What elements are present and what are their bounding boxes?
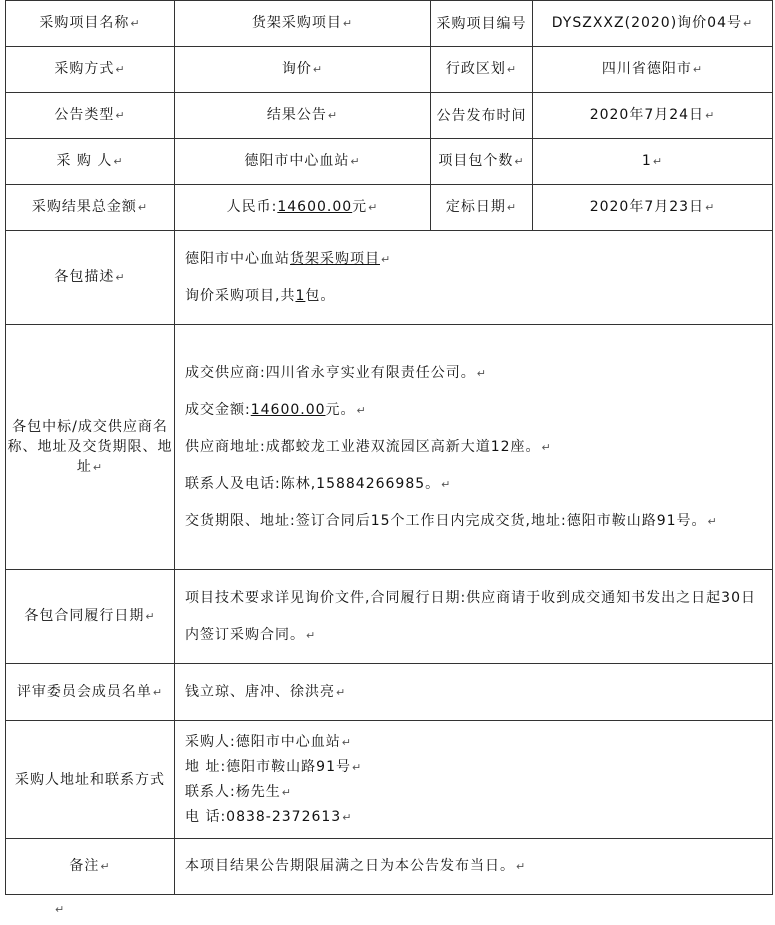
label-notice-type: 公告类型↵ bbox=[6, 93, 175, 139]
value-purchaser: 德阳市中心血站↵ bbox=[175, 139, 431, 185]
value-award-date: 2020年7月23日↵ bbox=[533, 185, 773, 231]
label-package-desc: 各包描述↵ bbox=[6, 231, 175, 325]
label-committee: 评审委员会成员名单↵ bbox=[6, 664, 175, 721]
row-remark bbox=[6, 839, 773, 895]
label-method: 采购方式↵ bbox=[6, 47, 175, 93]
value-publish-date: 2020年7月24日↵ bbox=[533, 93, 773, 139]
value-region: 四川省德阳市↵ bbox=[533, 47, 773, 93]
procurement-result-table bbox=[5, 0, 773, 895]
row-method bbox=[6, 47, 773, 93]
winner-supplier: 成交供应商:四川省永亨实业有限责任公司。↵ bbox=[185, 364, 487, 381]
label-winner: 各包中标/成交供应商名称、地址及交货期限、地址↵ bbox=[6, 325, 175, 570]
value-notice-type: 结果公告↵ bbox=[175, 93, 431, 139]
total-amount-number: 14600.00 bbox=[277, 199, 353, 215]
row-notice-type bbox=[6, 93, 773, 139]
value-package-desc: 德阳市中心血站货架采购项目↵ 询价采购项目,共1包。 bbox=[175, 231, 773, 325]
purchaser-phone-line: 电 话:0838-2372613↵ bbox=[185, 808, 353, 825]
end-paragraph-mark: ↵ bbox=[55, 903, 65, 916]
row-purchaser bbox=[6, 139, 773, 185]
label-remark: 备注↵ bbox=[6, 839, 175, 895]
value-winner bbox=[175, 325, 773, 570]
label-package-count: 项目包个数↵ bbox=[431, 139, 533, 185]
value-project-no: DYSZXXZ(2020)询价04号↵ bbox=[533, 1, 773, 47]
value-purchaser-contact bbox=[175, 721, 773, 839]
row-purchaser-contact bbox=[6, 721, 773, 839]
winner-amount: 成交金额:14600.00元。↵ bbox=[185, 401, 367, 418]
label-region: 行政区划↵ bbox=[431, 47, 533, 93]
purchaser-contact-line: 联系人:杨先生↵ bbox=[185, 783, 292, 800]
purchaser-address-line: 地 址:德阳市鞍山路91号↵ bbox=[185, 758, 363, 775]
winner-address: 供应商地址:成都蛟龙工业港双流园区高新大道12座。↵ bbox=[185, 438, 552, 455]
value-remark: 本项目结果公告期限届满之日为本公告发布当日。↵ bbox=[175, 839, 773, 895]
row-project-name bbox=[6, 1, 773, 47]
value-contract-date: 项目技术要求详见询价文件,合同履行日期:供应商请于收到成交通知书发出之日起30日内签订采购合同。↵ bbox=[175, 570, 773, 664]
label-total-amount: 采购结果总金额↵ bbox=[6, 185, 175, 231]
value-package-count: 1↵ bbox=[533, 139, 773, 185]
label-award-date: 定标日期↵ bbox=[431, 185, 533, 231]
label-project-name: 采购项目名称↵ bbox=[6, 1, 175, 47]
winner-delivery: 交货期限、地址:签订合同后15个工作日内完成交货,地址:德阳市鞍山路91号。↵ bbox=[185, 512, 718, 529]
row-committee bbox=[6, 664, 773, 721]
winner-contact: 联系人及电话:陈林,15884266985。↵ bbox=[185, 475, 452, 492]
value-project-name: 货架采购项目↵ bbox=[175, 1, 431, 47]
label-purchaser-contact: 采购人地址和联系方式 bbox=[6, 721, 175, 839]
row-package-desc bbox=[6, 231, 773, 325]
purchaser-name-line: 采购人:德阳市中心血站↵ bbox=[185, 733, 352, 750]
label-purchaser: 采 购 人↵ bbox=[6, 139, 175, 185]
row-contract-date bbox=[6, 570, 773, 664]
row-winner bbox=[6, 325, 773, 570]
value-total-amount: 人民币:14600.00元↵ bbox=[175, 185, 431, 231]
label-project-no: 采购项目编号 bbox=[431, 1, 533, 47]
label-contract-date: 各包合同履行日期↵ bbox=[6, 570, 175, 664]
value-committee: 钱立琼、唐冲、徐洪亮↵ bbox=[175, 664, 773, 721]
label-publish-date: 公告发布时间 bbox=[431, 93, 533, 139]
value-method: 询价↵ bbox=[175, 47, 431, 93]
row-total-amount bbox=[6, 185, 773, 231]
